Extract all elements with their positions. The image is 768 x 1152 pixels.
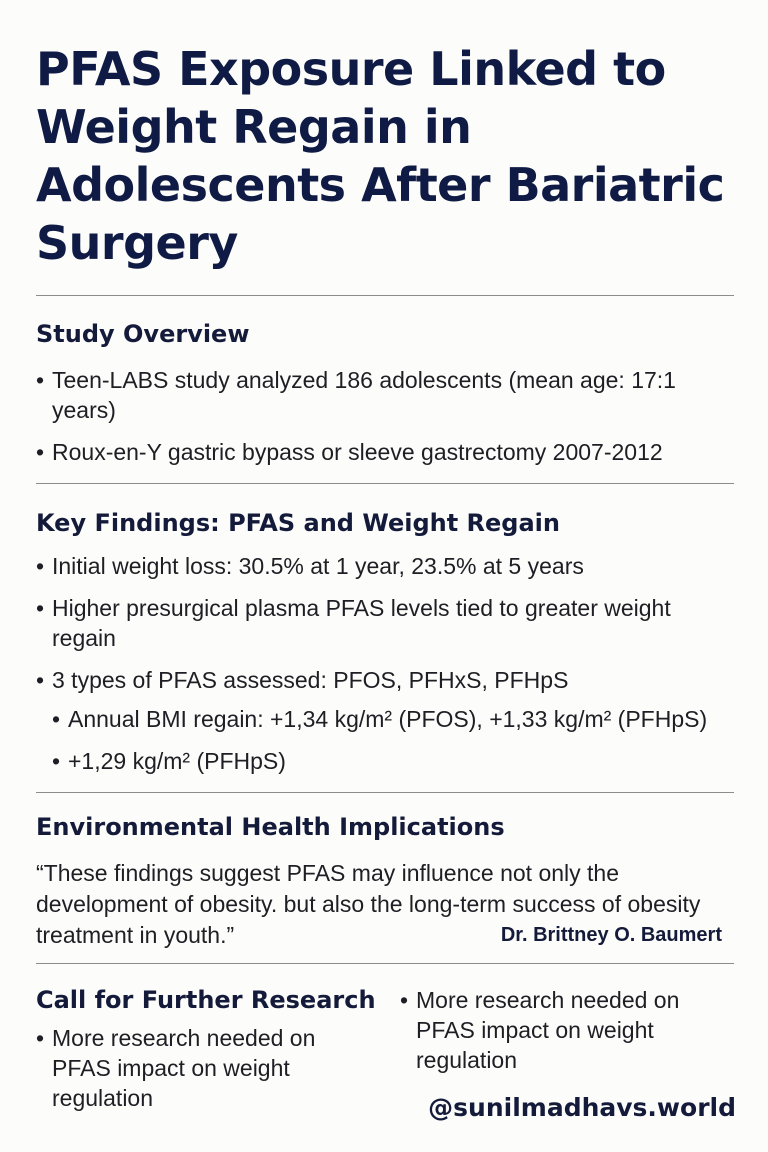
list-item: • More research needed on PFAS impact on weight regulation [36,1023,366,1113]
list-item: • Initial weight loss: 30.5% at 1 year, 23.5% at 5 years [36,551,736,581]
further-research-list-left [36,1023,366,1113]
list-item: • Roux-en-Y gastric bypass or sleeve gastrectomy 2007-2012 [36,437,736,467]
list-item: • Higher presurgical plasma PFAS levels tied to greater weight regain [36,593,736,653]
page-title: PFAS Exposure Linked to Weight Regain in Adolescents After Bariatric Surgery [36,42,725,270]
study-overview-heading: Study Overview [36,320,250,348]
key-findings-heading: Key Findings: PFAS and Weight Regain [36,509,560,537]
list-item: • More research needed on PFAS impact on weight regulation [400,985,730,1075]
list-item: • Annual BMI regain: +1,34 kg/m² (PFOS), +1,33 kg/m² (PFHpS) [52,704,742,734]
quote-attribution: Dr. Brittney O. Baumert [500,924,722,946]
list-item: • +1,29 kg/m² (PFHpS) [52,746,742,776]
list-item: • 3 types of PFAS assessed: PFOS, PFHxS, PFHpS [36,665,736,695]
quote-text: “These findings suggest PFAS may influence not only the development of obesity. but also the long-term success of obesity treatment in youth.” [36,860,701,948]
key-findings-list [36,551,736,695]
social-handle: @sunilmadhavs.world [428,1093,736,1122]
further-research-heading: Call for Further Research [36,986,376,1014]
list-item: • Teen-LABS study analyzed 186 adolescents (mean age: 17:1 years) [36,365,736,425]
divider-2 [36,483,734,484]
study-overview-list [36,365,736,467]
implications-heading: Environmental Health Implications [36,813,505,841]
divider-4 [36,963,734,964]
further-research-list-right [400,985,730,1075]
divider-3 [36,792,734,793]
key-findings-sublist [52,704,742,776]
divider-1 [36,295,734,296]
